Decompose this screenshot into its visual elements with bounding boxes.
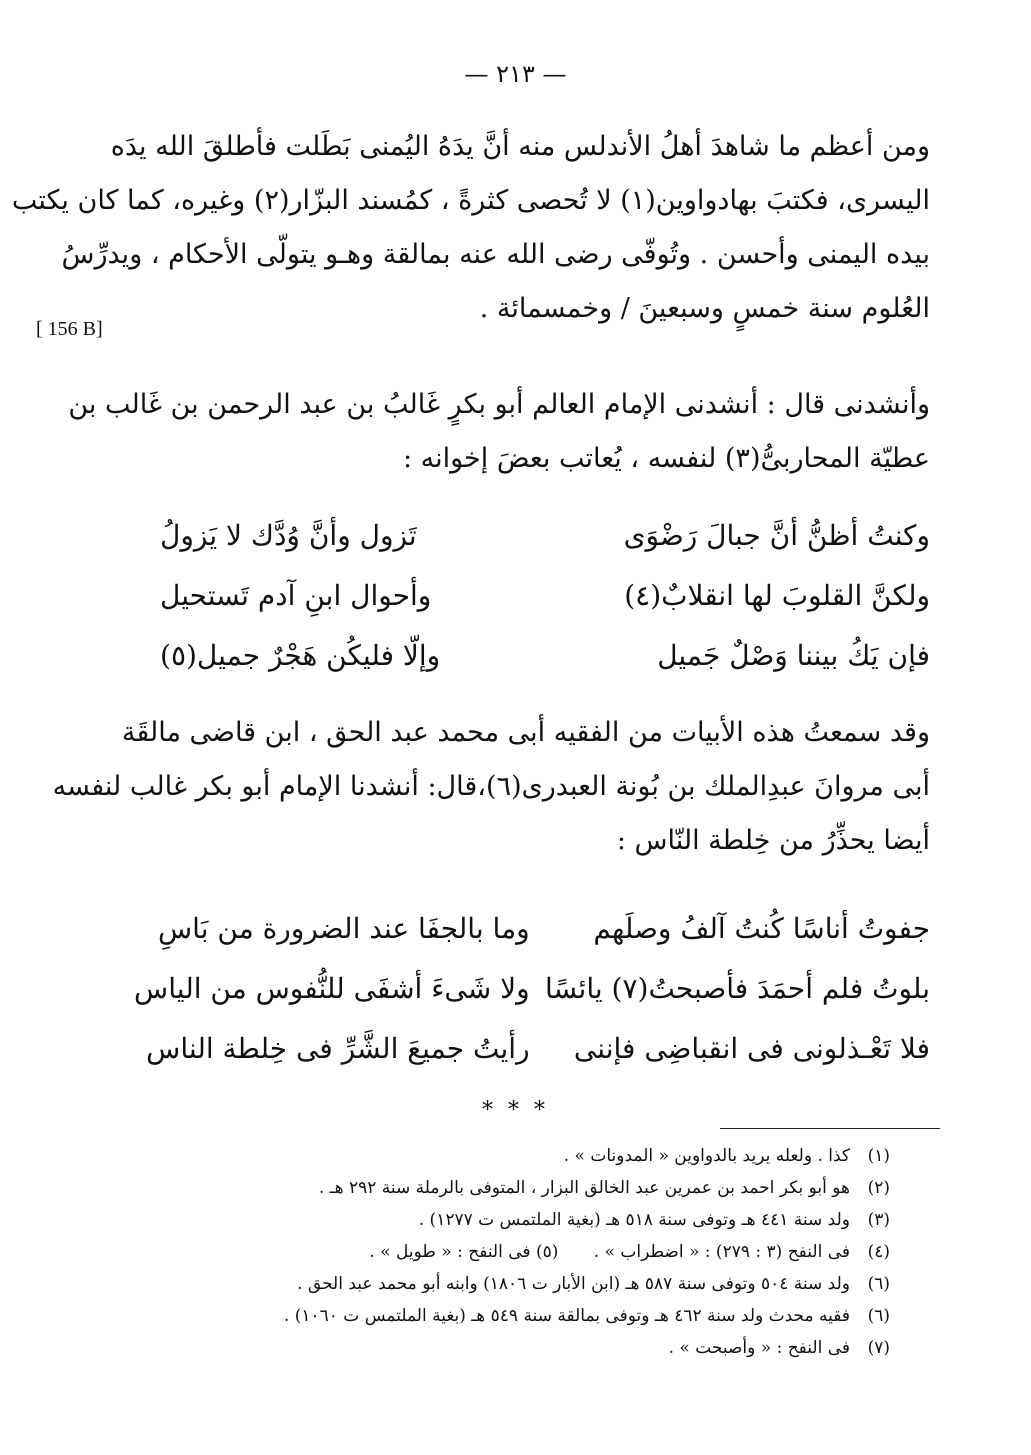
footnote-text <box>250 1242 850 1262</box>
verse-second-hemistich: ولا شَىءَ أشفَى للنُّفوس من الياس <box>134 971 530 1005</box>
paragraph-line: بيده اليمنى وأحسن . وتُوفّى رضى الله عنه بمالقة وهـو يتولّى الأحكام ، ويدرِّسُ <box>61 239 930 270</box>
poem-2 <box>134 898 930 1078</box>
footnote-text: هو أبو بكر احمد بن عمرين عبد الخالق البزار ، المتوفى بالرملة سنة ٢٩٢ هـ . <box>318 1178 850 1198</box>
verse-first-hemistich: فإن يَكُ بيننا وَصْلٌ جَميل <box>657 638 930 672</box>
footnote-inline-extra: (٥) فى النفح : « طويل » . <box>369 1242 559 1262</box>
verse-first-hemistich: فلا تَعْـذلونى فى انقباضِى فإننى <box>573 1031 930 1065</box>
paragraph-line: العُلوم سنة خمسٍ وسبعينَ / وخمسمائة . <box>479 293 930 324</box>
verse-first-hemistich: جفوتُ أناسًا كُنتُ آلفُ وصلَهم <box>593 911 930 945</box>
footnote-text: كذا . ولعله يريد بالدواوين « المدونات » . <box>563 1146 850 1166</box>
footnote-text: ولد سنة ٤٤١ هـ وتوفى سنة ٥١٨ هـ (بغية الملتمس ت ١٢٧٧) . <box>418 1210 850 1230</box>
poem-verse <box>157 898 930 958</box>
footnote-number: (٣) <box>867 1210 890 1230</box>
footnote <box>250 1332 890 1364</box>
footnote-number: (٢) <box>867 1178 890 1198</box>
section-separator: * * * <box>482 1098 549 1123</box>
paragraph-line: أيضا يحذِّرُ من خِلطة النّاس : <box>616 825 930 856</box>
footnote-number: (١) <box>867 1146 890 1166</box>
poem-verse <box>160 565 930 625</box>
footnote-number: (٧) <box>867 1338 890 1358</box>
verse-second-hemistich: تَزول وأنَّ وُدَّك لا يَزولُ <box>160 518 417 552</box>
verse-second-hemistich: وأحوال ابنِ آدم تَستحيل <box>160 578 432 612</box>
footnote <box>250 1300 890 1332</box>
footnote-number: (٦) <box>867 1306 890 1326</box>
poem-verse <box>146 1018 930 1078</box>
page-number: — ٢١٣ — <box>464 60 567 88</box>
poem-verse <box>160 625 930 685</box>
verse-second-hemistich: وما بالجفَا عند الضرورة من بَاسِ <box>157 911 530 945</box>
footnotes <box>250 1140 890 1364</box>
footnote-number: (٦) <box>867 1274 890 1294</box>
paragraph-2 <box>68 378 930 486</box>
paragraph-line: ومن أعظم ما شاهدَ أهلُ الأندلس منه أنَّ يدَهُ اليُمنى بَطَلت فأطلقَ الله يدَه <box>110 131 930 162</box>
footnote-text: فقيه محدث ولد سنة ٤٦٢ هـ وتوفى بمالقة سنة ٥٤٩ هـ (بغية الملتمس ت ١٠٦٠) . <box>283 1306 850 1326</box>
footnote-main-text: فى النفح (٣ : ٢٧٩) : « اضطراب » . <box>593 1242 850 1262</box>
paragraph-line: وأنشدنى قال : أنشدنى الإمام العالم أبو بكرٍ غَالبُ بن عبد الرحمن بن غَالب بن <box>68 389 930 420</box>
poem-1 <box>160 505 930 685</box>
footnote-number: (٤) <box>867 1242 890 1262</box>
footnote <box>250 1140 890 1172</box>
verse-first-hemistich: بلوتُ فلم أحمَدَ فأصبحتُ(٧) يائسًا <box>545 971 930 1005</box>
verse-second-hemistich: وإلّا فليكُن هَجْرٌ جميل(٥) <box>160 638 441 672</box>
verse-second-hemistich: رأيتُ جميعَ الشَّرِّ فى خِلطة الناس <box>146 1031 530 1065</box>
footnote <box>250 1268 890 1300</box>
footnote-text: فى النفح : « وأصبحت » . <box>668 1338 850 1358</box>
footnote-divider <box>720 1128 940 1129</box>
paragraph-line: عطيّة المحاربىُّ(٣) لنفسه ، يُعاتب بعضَ إخوانه : <box>402 443 930 474</box>
footnote <box>250 1204 890 1236</box>
verse-first-hemistich: وكنتُ أظنُّ أنَّ جبالَ رَضْوَى <box>623 518 930 552</box>
footnote <box>250 1236 890 1268</box>
manuscript-folio-note: [ 156 B] <box>36 318 103 340</box>
paragraph-line: وقد سمعتُ هذه الأبيات من الفقيه أبى محمد عبد الحق ، ابن قاضى مالقَة <box>121 717 930 748</box>
poem-verse <box>134 958 930 1018</box>
poem-verse <box>160 505 930 565</box>
verse-first-hemistich: ولكنَّ القلوبَ لها انقلابٌ(٤) <box>624 578 930 612</box>
paragraph-3 <box>52 706 930 868</box>
footnote-text: ولد سنة ٥٠٤ وتوفى سنة ٥٨٧ هـ (ابن الأبار ت ١٨٠٦) وابنه أبو محمد عبد الحق . <box>297 1274 850 1294</box>
paragraph-line: اليسرى، فكتبَ بهادواوين(١) لا تُحصى كثرةً ، كمُسند البزّار(٢) وغيره، كما كان يكتب <box>11 185 930 216</box>
footnote <box>250 1172 890 1204</box>
paragraph-line: أبى مروانَ عبدِالملك بن بُونة العبدرى(٦)،قال: أنشدنا الإمام أبو بكر غالب لنفسه <box>52 771 930 802</box>
